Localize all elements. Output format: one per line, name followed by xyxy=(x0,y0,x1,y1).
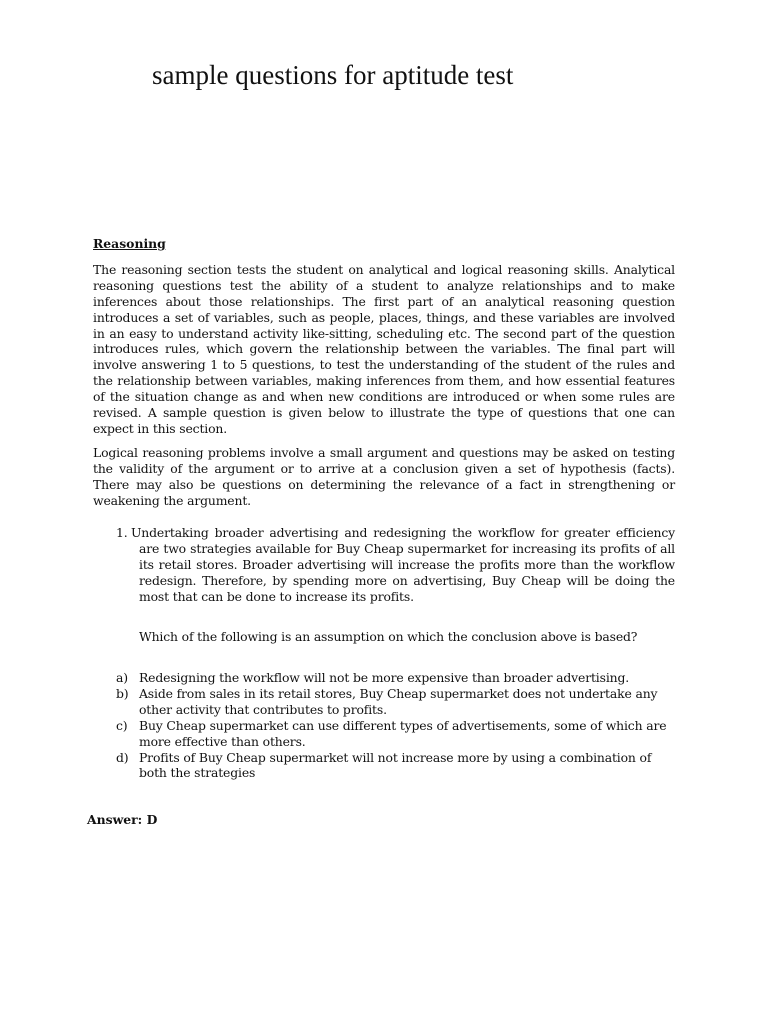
answer-line: Answer: D xyxy=(87,812,158,827)
option-c xyxy=(116,718,675,750)
paragraph-analytical-reasoning: The reasoning section tests the student on analytical and logical reasoning skills. Analytical reasoning questions test the ability of a student to analyze relationships and to make inferences about those relationships. The first part of an analytical reasoning question introduces a set of variables, such as people, places, things, and these variables are involved in an easy to understand activity like-sitting, scheduling etc. The second part of the question introduces rules, which govern the relationship between the variables. The final part will involve answering 1 to 5 questions, to test the understanding of the student of the rules and the relationship between variables, making inferences from them, and how essential features of the situation change as and when new conditions are introduced or when some rules are revised. A sample question is given below to illustrate the type of questions that one can expect in this section. xyxy=(93,261,675,436)
page-title: sample questions for aptitude test xyxy=(152,60,514,90)
question-number: 1. xyxy=(116,525,128,540)
question-body: Undertaking broader advertising and redesigning the workflow for greater efficiency are two strategies available for Buy Cheap supermarket for increasing its profits of all its retail stores. Broader advertising will increase the profits more than the workflow redesign. Therefore, by spending more on advertising, Buy Cheap will be doing the most that can be done to increase its profits. xyxy=(131,525,675,604)
option-letter: c) xyxy=(116,717,128,733)
option-letter: a) xyxy=(116,670,128,685)
option-letter: b) xyxy=(116,685,129,701)
question-prompt: Which of the following is an assumption on which the conclusion above is based? xyxy=(139,629,638,644)
option-d xyxy=(116,750,675,782)
option-text: Buy Cheap supermarket can use different types of advertisements, some of which are more effective than others. xyxy=(139,717,667,749)
option-a xyxy=(116,670,675,686)
option-text: Profits of Buy Cheap supermarket will not increase more by using a combination of both the strategies xyxy=(139,749,652,781)
section-heading-reasoning: Reasoning xyxy=(93,236,166,251)
paragraph-logical-reasoning: Logical reasoning problems involve a small argument and questions may be asked on testing the validity of the argument or to arrive at a conclusion given a set of hypothesis (facts). There may also be questions on determining the relevance of a fact in strengthening or weakening the argument. xyxy=(93,444,675,508)
option-b xyxy=(116,686,675,718)
question-text xyxy=(116,525,675,605)
sample-question xyxy=(116,525,675,605)
option-text: Aside from sales in its retail stores, Buy Cheap supermarket does not undertake any other activity that contributes to profits. xyxy=(139,685,658,717)
answer-options xyxy=(116,670,675,781)
option-text: Redesigning the workflow will not be more expensive than broader advertising. xyxy=(139,670,630,685)
reasoning-section xyxy=(93,236,675,517)
option-letter: d) xyxy=(116,749,129,765)
